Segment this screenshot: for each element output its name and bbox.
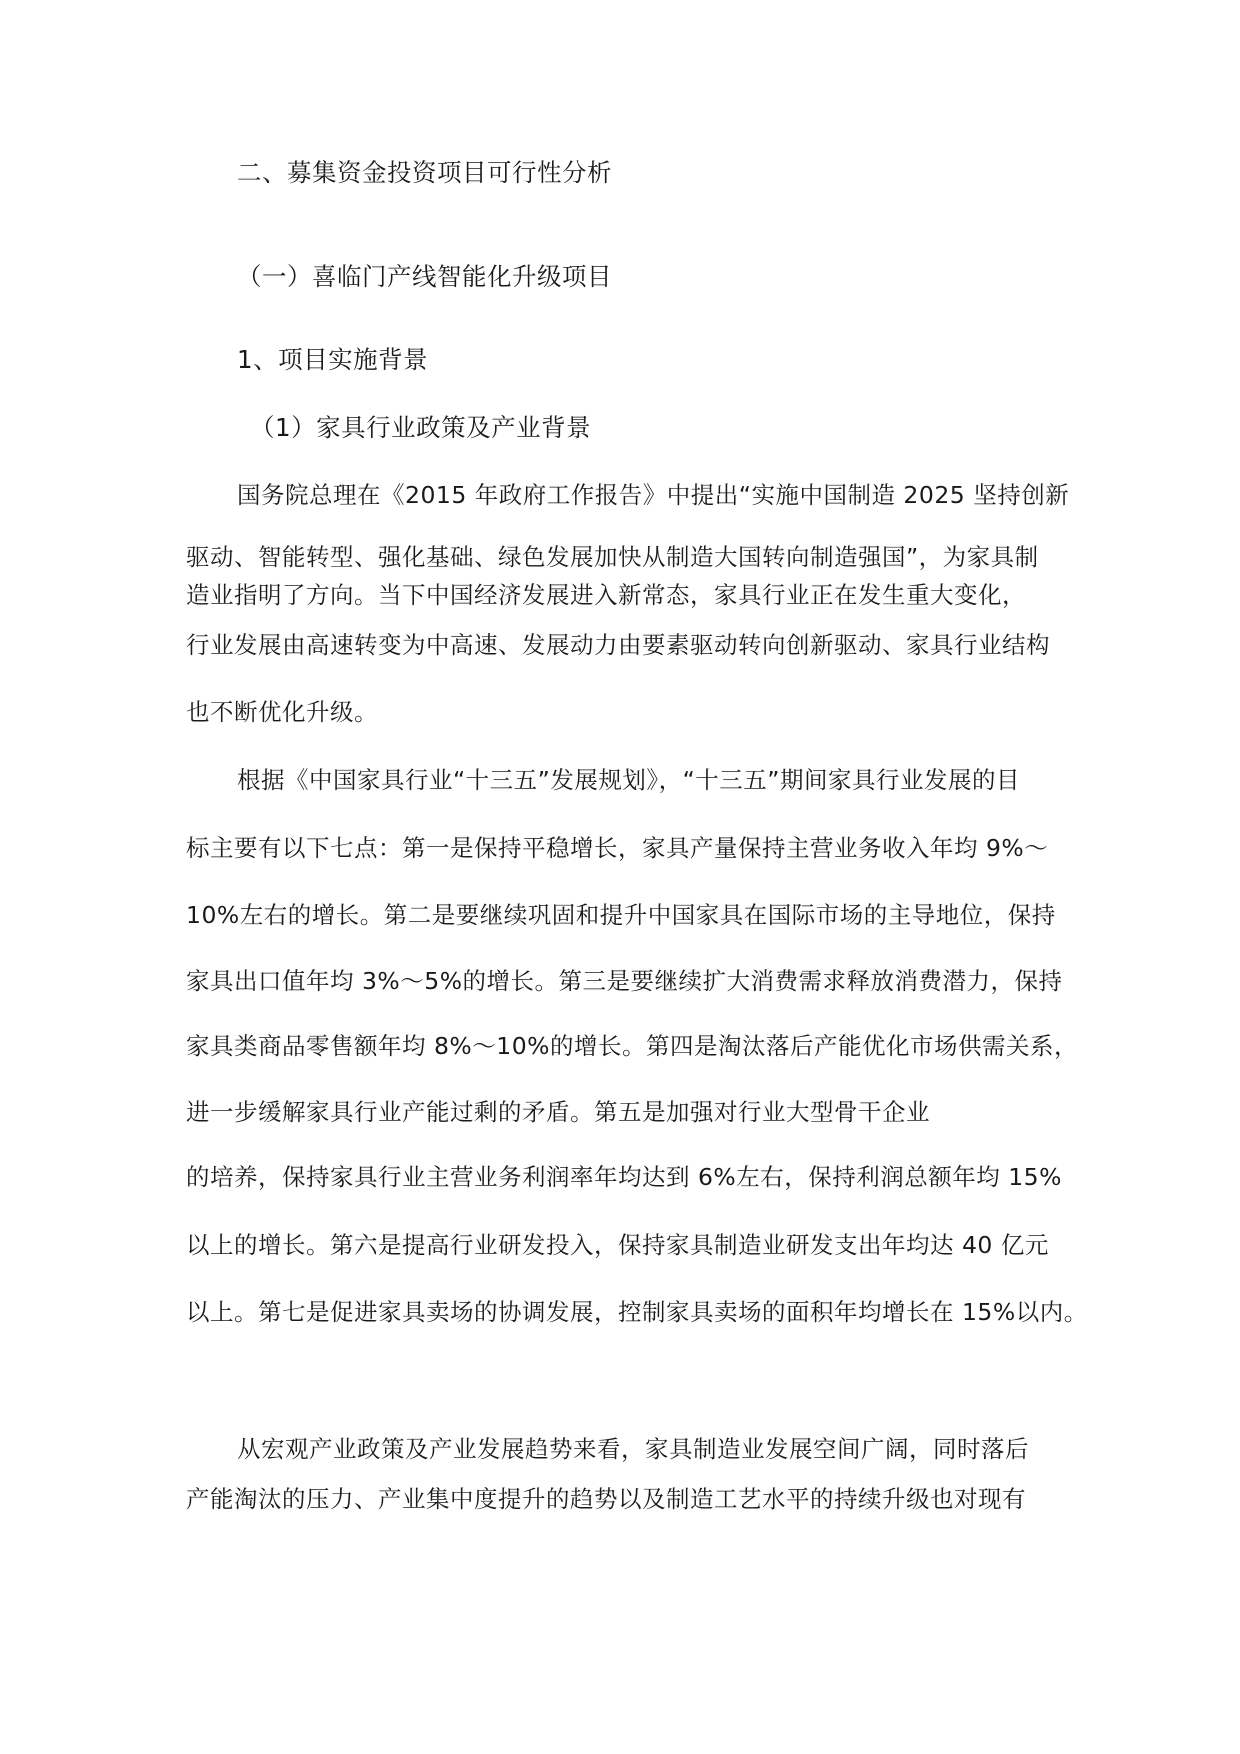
paragraph-line: 行业发展由高速转变为中高速、发展动力由要素驱动转向创新驱动、家具行业结构 [186, 631, 1050, 659]
subitem-heading: （1）家具行业政策及产业背景 [250, 413, 592, 442]
paragraph-line: 以上。第七是促进家具卖场的协调发展，控制家具卖场的面积年均增长在 15%以内。 [186, 1298, 1088, 1326]
subsection-heading: （一）喜临门产线智能化升级项目 [237, 262, 612, 291]
paragraph-line: 的培养，保持家具行业主营业务利润率年均达到 6%左右，保持利润总额年均 15% [186, 1163, 1062, 1191]
paragraph-line: 10%左右的增长。第二是要继续巩固和提升中国家具在国际市场的主导地位，保持 [186, 901, 1056, 929]
paragraph-line: 从宏观产业政策及产业发展趋势来看，家具制造业发展空间广阔，同时落后 [237, 1435, 1029, 1463]
paragraph-line: 家具出口值年均 3%～5%的增长。第三是要继续扩大消费需求释放消费潜力，保持 [186, 967, 1063, 995]
paragraph-line: 以上的增长。第六是提高行业研发投入，保持家具制造业研发支出年均达 40 亿元 [186, 1231, 1049, 1259]
section-heading: 二、募集资金投资项目可行性分析 [237, 158, 612, 187]
paragraph-line: 根据《中国家具行业“十三五”发展规划》，“十三五”期间家具行业发展的目 [237, 766, 1020, 794]
paragraph-line: 家具类商品零售额年均 8%～10%的增长。第四是淘汰落后产能优化市场供需关系， [186, 1032, 1078, 1060]
item-heading: 1、项目实施背景 [237, 345, 429, 374]
paragraph-line: 驱动、智能转型、强化基础、绿色发展加快从制造大国转向制造强国”，为家具制 [186, 543, 1039, 571]
paragraph-line: 标主要有以下七点：第一是保持平稳增长，家具产量保持主营业务收入年均 9%～ [186, 834, 1049, 862]
paragraph-line: 造业指明了方向。当下中国经济发展进入新常态，家具行业正在发生重大变化， [186, 581, 1026, 609]
paragraph-line: 国务院总理在《2015 年政府工作报告》中提出“实施中国制造 2025 坚持创新 [237, 481, 1070, 509]
paragraph-line: 进一步缓解家具行业产能过剩的矛盾。第五是加强对行业大型骨干企业 [186, 1098, 930, 1126]
paragraph-line: 也不断优化升级。 [186, 698, 378, 726]
paragraph-line: 产能淘汰的压力、产业集中度提升的趋势以及制造工艺水平的持续升级也对现有 [186, 1485, 1026, 1513]
